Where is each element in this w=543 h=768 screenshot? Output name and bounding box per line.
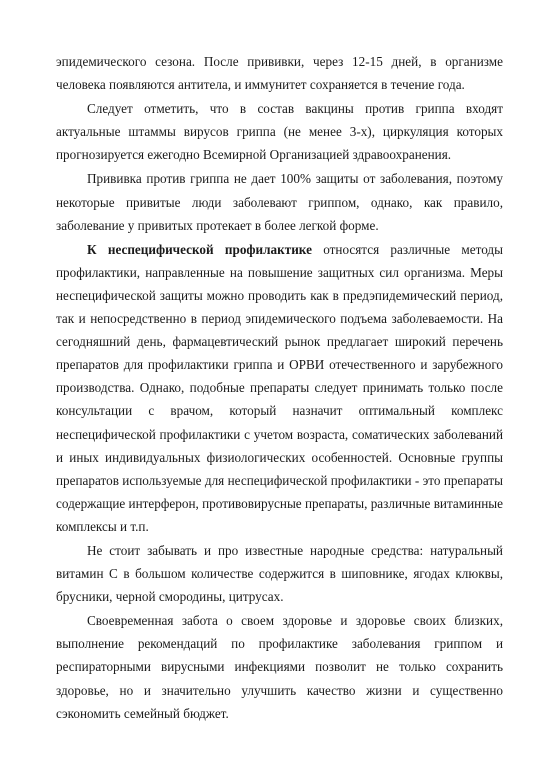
paragraph-text: Не стоит забывать и про известные народные средства: натуральный витамин С в большом количестве содержится в шиповнике, ягодах клюквы, брусники, черной смородины, цитрусах. <box>56 542 503 605</box>
paragraph-immunity-duration <box>56 50 503 96</box>
paragraph-text: эпидемического сезона. После прививки, через 12-15 дней, в организме человека появляются антитела, и иммунитет сохраняется в течение года. <box>56 54 503 93</box>
paragraph-folk-remedies <box>56 539 503 608</box>
paragraph-vaccine-strains <box>56 97 503 166</box>
paragraph-conclusion <box>56 609 503 724</box>
paragraph-protection-level <box>56 167 503 236</box>
paragraph-text: относятся различные методы профилактики, направленные на повышение защитных сил организма. Меры неспецифической защиты можно проводить как в предэпидемический период, так и непосредственно в период эпидемического подъема заболеваемости. На сегодняшний день, фармацевтический рынок предлагает широкий перечень препаратов для профилактики гриппа и ОРВИ отечественного и зарубежного производства. Однако, подобные препараты следует принимать только после консультации с врачом, который назначит оптимальный комплекс неспецифической профилактики с учетом возраста, соматических заболеваний и иных индивидуальных физиологических особенностей. Основные группы препаратов используемые для неспецифической профилактики - это препараты содержащие интерферон, противовирусные препараты, различные витаминные комплексы и т.п. <box>56 241 503 534</box>
paragraph-text: Прививка против гриппа не дает 100% защиты от заболевания, поэтому некоторые привитые люди заболевают гриппом, однако, как правило, заболевание у привитых протекает в более легкой форме. <box>56 171 503 233</box>
paragraph-text: Своевременная забота о своем здоровье и здоровье своих близких, выполнение рекомендаций по профилактике заболевания гриппом и респираторными вирусными инфекциями позволит не только сохранить здоровье, но и значительно улучшить качество жизни и существенно сэкономить семейный бюджет. <box>56 613 503 721</box>
paragraph-text: Следует отметить, что в состав вакцины против гриппа входят актуальные штаммы вирусов гриппа (не менее 3-х), циркуляция которых прогнозируется ежегодно Всемирной Организацией здравоохранения. <box>56 101 503 163</box>
paragraph-bold-lead: К неспецифической профилактике <box>87 241 312 257</box>
paragraph-nonspecific-prophylaxis <box>56 238 503 538</box>
